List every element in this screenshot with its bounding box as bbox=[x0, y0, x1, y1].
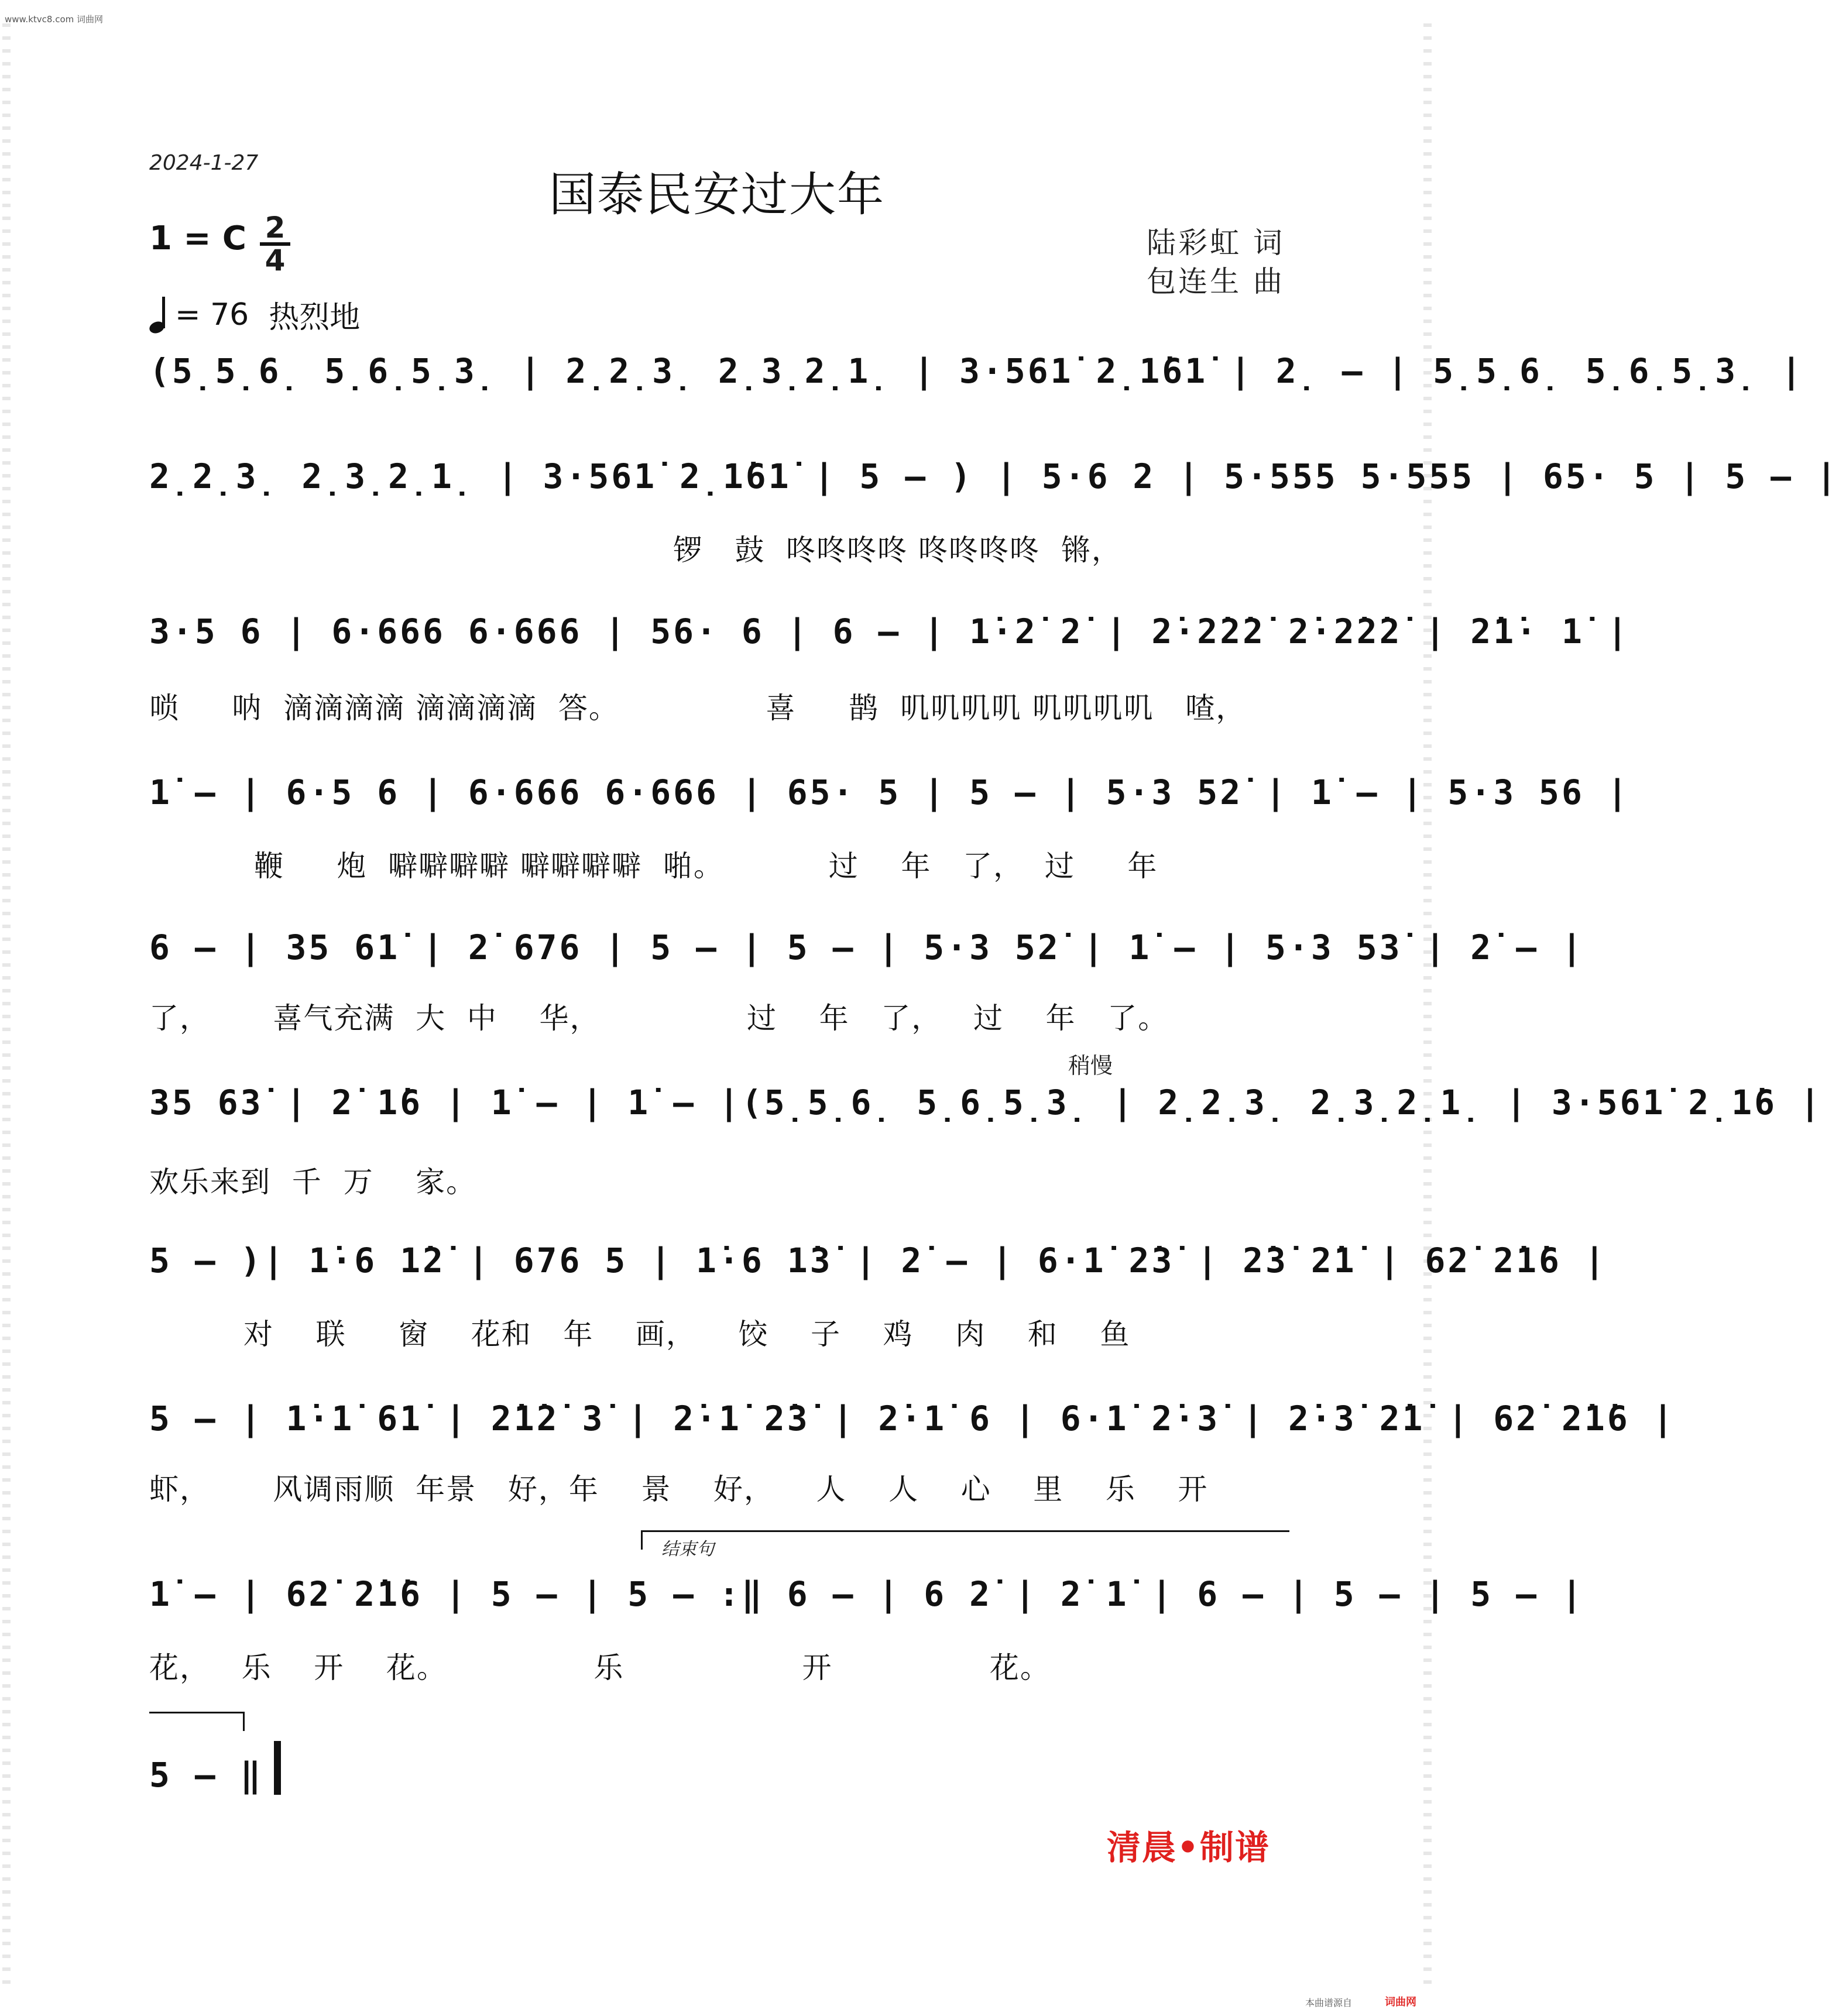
score-system-3 bbox=[149, 612, 1630, 651]
lyric-line: 了， 喜气充满 大 中 华， 过 年 了， 过 年 了。 bbox=[149, 1001, 1169, 1035]
site-url: www.ktvc8.com 词曲网 bbox=[5, 14, 104, 25]
tempo-remark: 稍慢 bbox=[1068, 1053, 1113, 1079]
ending-label: 结束句 bbox=[661, 1539, 714, 1560]
time-signature bbox=[258, 211, 293, 277]
notation-line: 5 – ‖ bbox=[149, 1755, 263, 1795]
site-logo: 词曲网 bbox=[1385, 1996, 1416, 2008]
key-signature: 1 = C bbox=[149, 219, 246, 257]
lyric-line: 欢乐来到 千 万 家。 bbox=[149, 1165, 477, 1199]
left-watermark-strip bbox=[2, 23, 11, 1984]
right-watermark-strip bbox=[1423, 23, 1432, 1984]
ending-bracket bbox=[641, 1530, 1289, 1550]
meter-bottom: 4 bbox=[265, 243, 286, 277]
tempo-value: = 76 bbox=[175, 297, 249, 332]
date: 2024-1-27 bbox=[149, 151, 259, 175]
composer: 包连生 曲 bbox=[1147, 265, 1285, 298]
score-system-8 bbox=[149, 1399, 1676, 1438]
ending-bracket-continuation bbox=[149, 1712, 245, 1731]
notation-line: 1̇ – | 6·5 6 | 6·666 6·666 | 65· 5 | 5 – | 5·3 52̇ | 1̇ – | 5·3 56 | bbox=[149, 772, 1630, 812]
final-barline bbox=[274, 1741, 281, 1795]
song-title: 国泰民安过大年 bbox=[549, 167, 885, 222]
lyric-line: 虾， 风调雨顺 年景 好，年 景 好， 人 人 心 里 乐 开 bbox=[149, 1472, 1209, 1506]
notation-line: 5 – )| 1̇·6 1̇2̇ | 676 5 | 1̇·6 1̇3̇ | 2̇ – | 6·1̇ 2̇3̇ | 2̇3̇ 2̇1̇ | 62̇ 2̇1̇6 | bbox=[149, 1241, 1607, 1280]
score-system-9 bbox=[149, 1574, 1584, 1614]
lyric-line: 对 联 窗 花和 年 画， 饺 子 鸡 肉 和 鱼 bbox=[149, 1317, 1131, 1351]
meter-top: 2 bbox=[265, 211, 286, 245]
expression-mark: 热烈地 bbox=[269, 300, 361, 335]
score-system-7 bbox=[149, 1241, 1607, 1280]
score-system-5 bbox=[149, 928, 1584, 967]
transcriber-brand: 清晨•制谱 bbox=[1106, 1828, 1270, 1867]
quarter-note-icon bbox=[149, 297, 169, 333]
notation-line: 35 63̇ | 2̇ 1̇6 | 1̇ – | 1̇ – |(5̣5̣6̣ 5̣6̣5̣3̣ | 2̣2̣3̣ 2̣3̣2̣1̣ | 3·561̇ 2̣1̇6 | bbox=[149, 1083, 1823, 1122]
source-note: 本曲谱源自 bbox=[1305, 1997, 1352, 2008]
credits bbox=[1147, 224, 1285, 301]
score-system-2 bbox=[149, 456, 1839, 496]
score-system-4 bbox=[149, 772, 1630, 812]
lyric-line: 唢 呐 滴滴滴滴 滴滴滴滴 答。 喜 鹊 叽叽叽叽 叽叽叽叽 喳， bbox=[149, 691, 1247, 725]
notation-line: 2̣2̣3̣ 2̣3̣2̣1̣ | 3·561̇ 2̣1̇61̇ | 5 – ) | 5·6 2 | 5·555 5·555 | 65· 5 | 5 – | bbox=[149, 456, 1839, 496]
notation-line: 3·5 6 | 6·666 6·666 | 56· 6 | 6 – | 1̇·2̇ 2̇ | 2̇·2̇2̇2̇ 2̇·2̇2̇2̇ | 2̇1̇· 1̇ | bbox=[149, 612, 1630, 651]
notation-line: 1̇ – | 62̇ 2̇1̇6 | 5 – | 5 – :‖ 6 – | 6 2̇ | 2̇ 1̇ | 6 – | 5 – | 5 – | bbox=[149, 1574, 1584, 1614]
notation-line: (5̣5̣6̣ 5̣6̣5̣3̣ | 2̣2̣3̣ 2̣3̣2̣1̣ | 3·561̇ 2̣1̇61̇ | 2̣ – | 5̣5̣6̣ 5̣6̣5̣3̣ | bbox=[149, 351, 1804, 391]
score-system-10 bbox=[149, 1741, 383, 1795]
tempo-marking bbox=[149, 293, 360, 336]
lyric-line: 花， 乐 开 花。 乐 开 花。 bbox=[149, 1651, 1051, 1685]
score-system-1 bbox=[149, 351, 1804, 391]
lyric-line: 鞭 炮 噼噼噼噼 噼噼噼噼 啪。 过 年 了， 过 年 bbox=[149, 849, 1158, 883]
notation-line: 5 – | 1̇·1̇ 61̇ | 2̇1̇2̇ 3̇ | 2̇·1̇ 2̇3̇ | 2̇·1̇ 6 | 6·1̇ 2̇·3̇ | 2̇·3̇ 2̇1̇ | 62̇ 2̇1̇6 | bbox=[149, 1399, 1676, 1438]
score-system-6 bbox=[149, 1083, 1823, 1122]
lyric-line: 锣 鼓 咚咚咚咚 咚咚咚咚 锵， bbox=[149, 533, 1122, 567]
lyricist: 陆彩虹 词 bbox=[1147, 226, 1285, 260]
notation-line: 6 – | 35 61̇ | 2̇ 676 | 5 – | 5 – | 5·3 52̇ | 1̇ – | 5·3 53̇ | 2̇ – | bbox=[149, 928, 1584, 967]
